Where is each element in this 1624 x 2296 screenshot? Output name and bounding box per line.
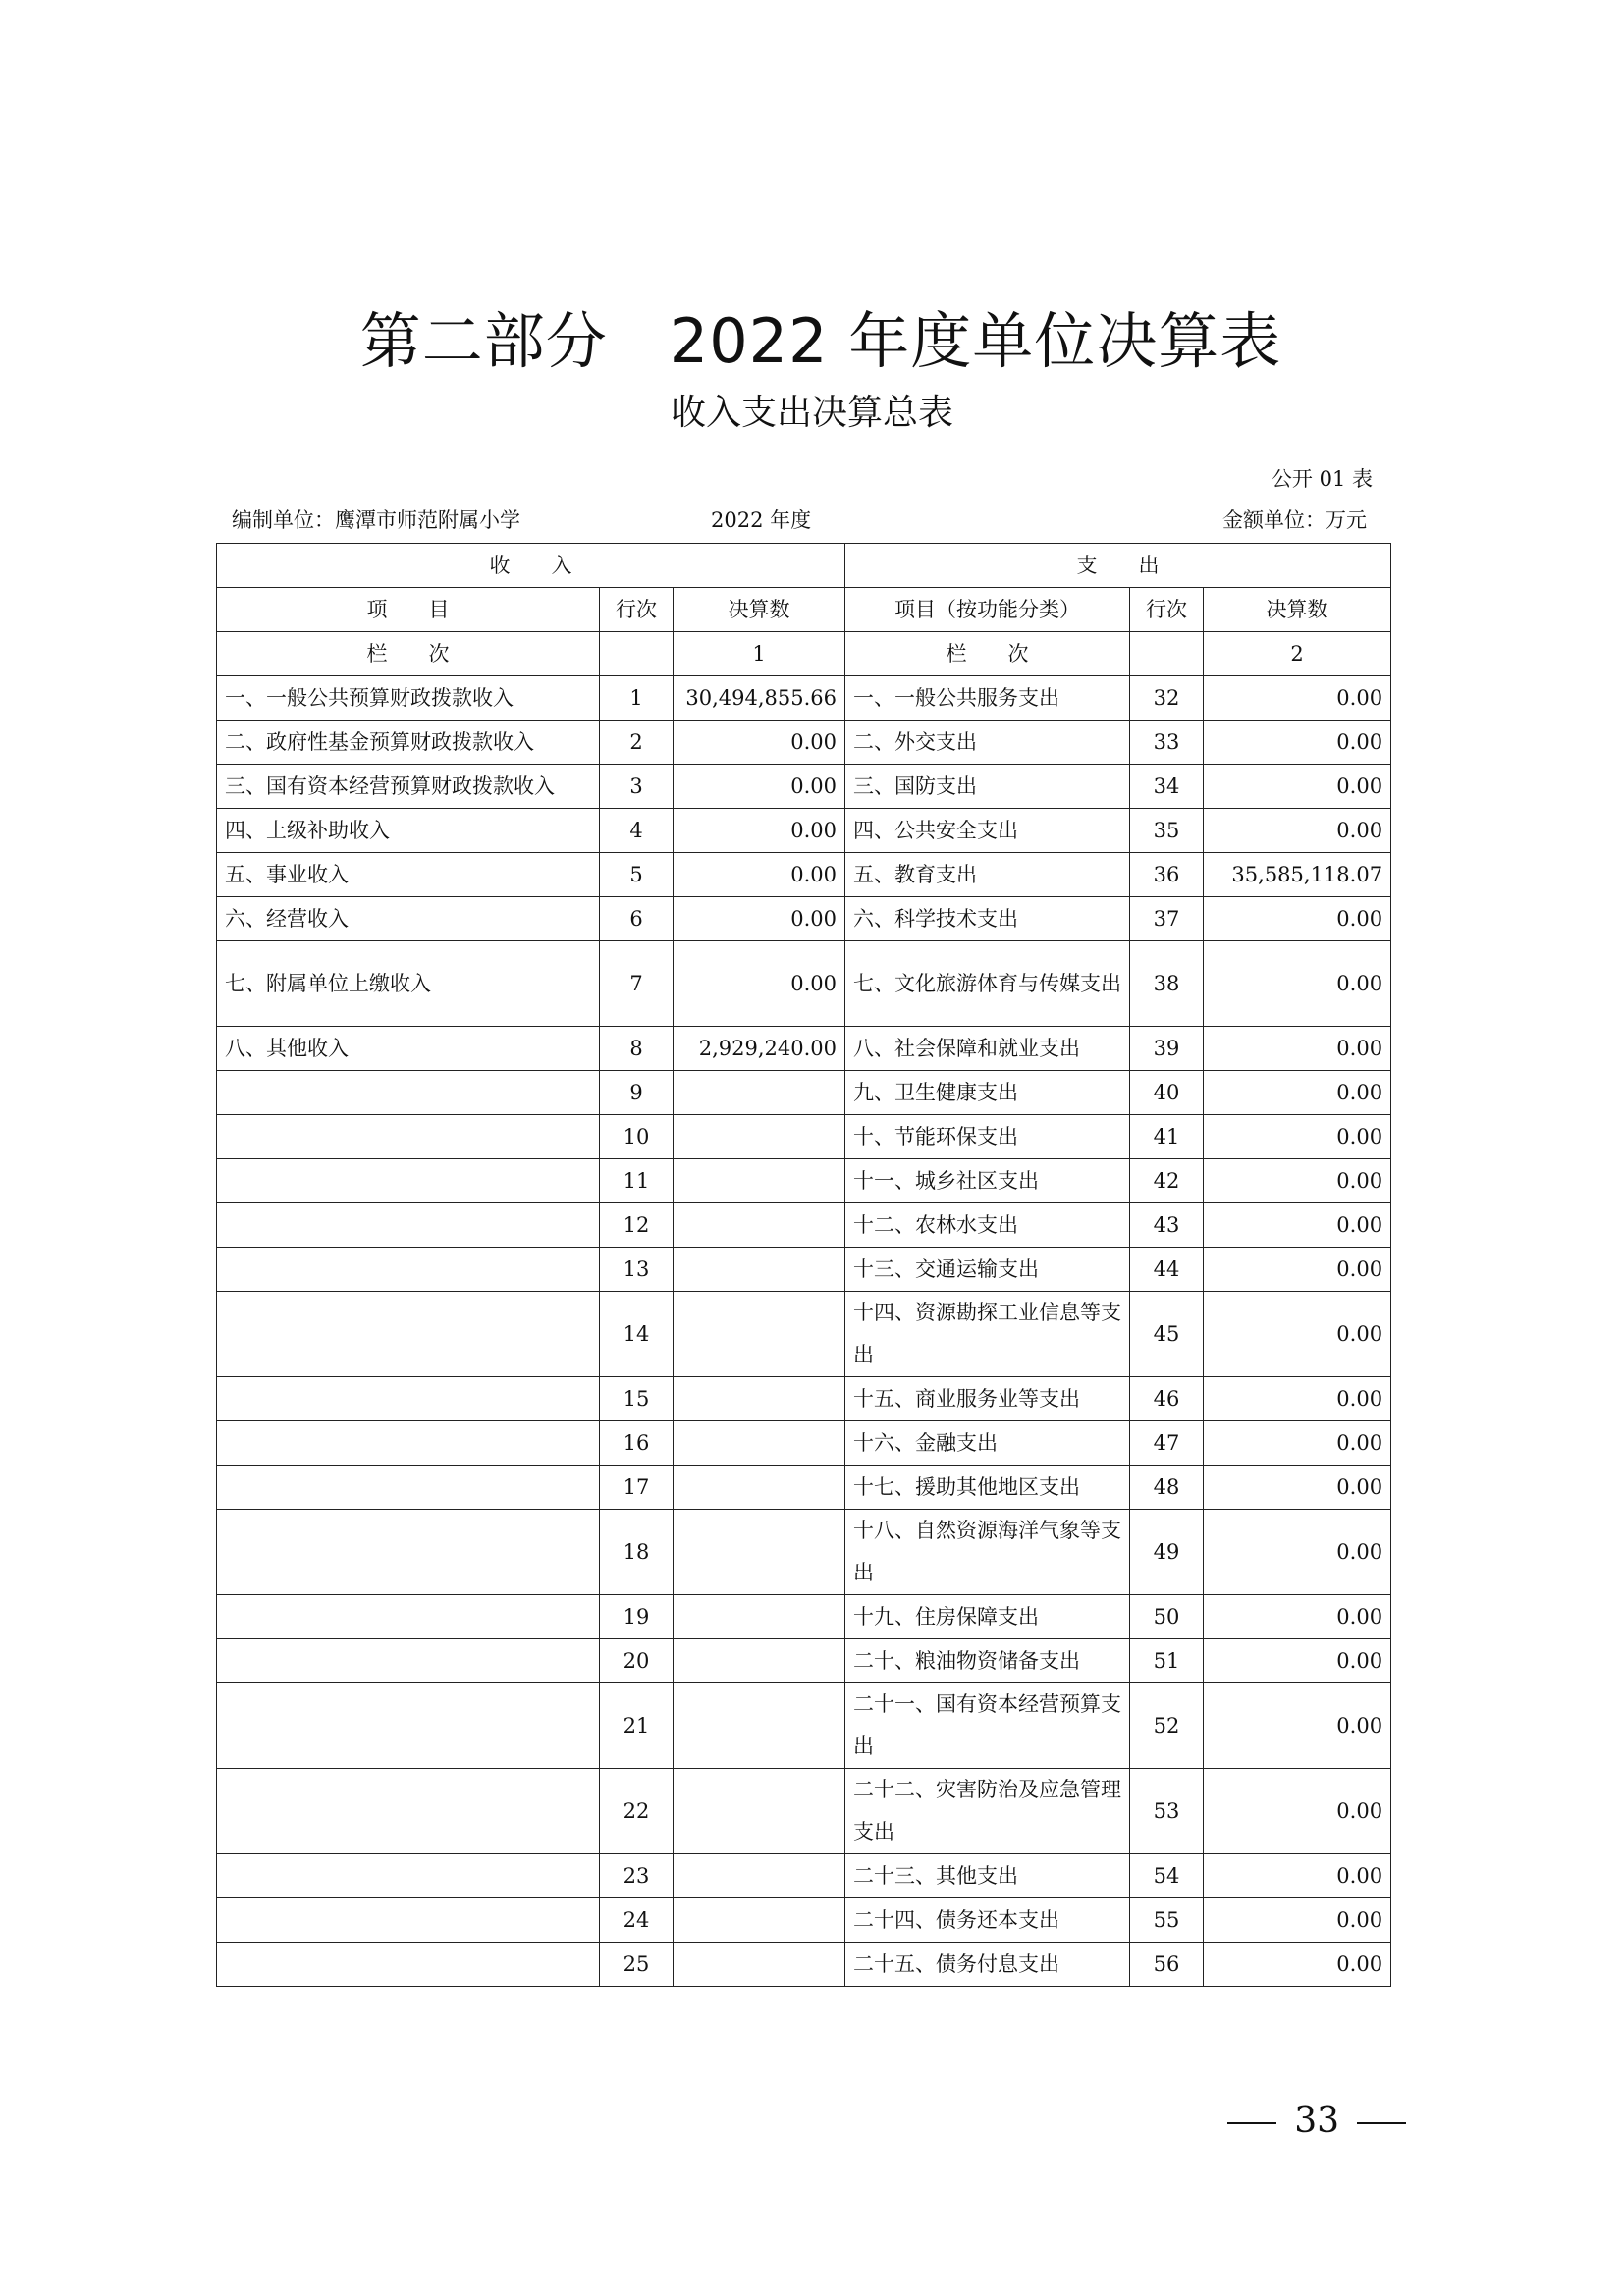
expense-item-cell: 十三、交通运输支出 <box>845 1248 1130 1292</box>
expense-line-cell: 51 <box>1130 1639 1204 1683</box>
expense-amount-cell: 0.00 <box>1204 809 1391 853</box>
expense-item-cell: 二十一、国有资本经营预算支出 <box>845 1683 1130 1769</box>
header-row-columns <box>217 588 1391 632</box>
income-item-cell <box>217 1248 600 1292</box>
income-item-cell <box>217 1639 600 1683</box>
income-item-cell: 四、上级补助收入 <box>217 809 600 853</box>
expense-amount-cell: 0.00 <box>1204 1071 1391 1115</box>
income-line-cell: 19 <box>600 1595 674 1639</box>
income-line-cell: 9 <box>600 1071 674 1115</box>
table-row <box>217 897 1391 941</box>
expense-amount-cell: 0.00 <box>1204 1639 1391 1683</box>
income-item-cell <box>217 1159 600 1203</box>
income-amount-cell: 0.00 <box>674 809 845 853</box>
header-row-column-index <box>217 632 1391 676</box>
expense-item-header: 项目（按功能分类） <box>845 588 1130 632</box>
expense-amount-cell: 0.00 <box>1204 1898 1391 1943</box>
income-line-cell: 18 <box>600 1510 674 1595</box>
expense-line-cell: 40 <box>1130 1071 1204 1115</box>
income-item-cell <box>217 1683 600 1769</box>
meta-line <box>224 505 1375 534</box>
expense-item-cell: 六、科学技术支出 <box>845 897 1130 941</box>
table-row <box>217 1898 1391 1943</box>
expense-line-cell: 32 <box>1130 676 1204 721</box>
page-number <box>1210 2101 1424 2141</box>
income-line-cell: 6 <box>600 897 674 941</box>
unit-label: 金额单位：万元 <box>1222 508 1367 532</box>
income-item-header: 项 目 <box>217 588 600 632</box>
income-amount-cell <box>674 1115 845 1159</box>
table-row <box>217 1466 1391 1510</box>
income-amount-cell: 0.00 <box>674 765 845 809</box>
income-amount-cell <box>674 1248 845 1292</box>
expense-item-cell: 十一、城乡社区支出 <box>845 1159 1130 1203</box>
org-label: 编制单位：鹰潭市师范附属小学 <box>232 508 520 532</box>
expense-item-cell: 十二、农林水支出 <box>845 1203 1130 1248</box>
expense-item-cell: 十五、商业服务业等支出 <box>845 1377 1130 1421</box>
expense-line-cell: 43 <box>1130 1203 1204 1248</box>
income-line-cell: 3 <box>600 765 674 809</box>
expense-amount-cell: 0.00 <box>1204 1203 1391 1248</box>
income-amount-cell <box>674 1071 845 1115</box>
table-title: 收入支出决算总表 <box>670 393 953 433</box>
expense-line-cell: 36 <box>1130 853 1204 897</box>
table-row <box>217 1639 1391 1683</box>
table-row <box>217 1943 1391 1987</box>
expense-line-cell: 45 <box>1130 1292 1204 1377</box>
table-row <box>217 1421 1391 1466</box>
expense-line-cell: 34 <box>1130 765 1204 809</box>
table-row <box>217 1115 1391 1159</box>
form-number: 公开 01 表 <box>1271 467 1373 491</box>
income-item-cell: 一、一般公共预算财政拨款收入 <box>217 676 600 721</box>
table-row <box>217 1854 1391 1898</box>
income-item-cell <box>217 1943 600 1987</box>
expense-item-cell: 二十四、债务还本支出 <box>845 1898 1130 1943</box>
expense-amount-cell: 0.00 <box>1204 765 1391 809</box>
income-amount-cell: 2,929,240.00 <box>674 1027 845 1071</box>
income-amount-cell: 0.00 <box>674 897 845 941</box>
expense-amount-cell: 0.00 <box>1204 1769 1391 1854</box>
expense-item-cell: 九、卫生健康支出 <box>845 1071 1130 1115</box>
table-row <box>217 1027 1391 1071</box>
income-line-cell: 1 <box>600 676 674 721</box>
income-col-number: 1 <box>674 632 845 676</box>
income-line-cell: 7 <box>600 941 674 1027</box>
income-item-cell: 二、政府性基金预算财政拨款收入 <box>217 721 600 765</box>
table-row <box>217 853 1391 897</box>
income-line-cell: 14 <box>600 1292 674 1377</box>
expense-item-cell: 七、文化旅游体育与传媒支出 <box>845 941 1130 1027</box>
expense-amount-cell: 0.00 <box>1204 1595 1391 1639</box>
income-amount-cell <box>674 1943 845 1987</box>
expense-item-cell: 十九、住房保障支出 <box>845 1595 1130 1639</box>
income-line-cell: 25 <box>600 1943 674 1987</box>
income-amount-cell <box>674 1203 845 1248</box>
income-item-cell <box>217 1898 600 1943</box>
income-line-cell: 8 <box>600 1027 674 1071</box>
table-row <box>217 721 1391 765</box>
table-row <box>217 1377 1391 1421</box>
expense-col-label: 栏 次 <box>845 632 1130 676</box>
table-row <box>217 809 1391 853</box>
expense-amount-cell: 0.00 <box>1204 1159 1391 1203</box>
income-amount-cell <box>674 1639 845 1683</box>
expense-line-header: 行次 <box>1130 588 1204 632</box>
expense-line-cell: 37 <box>1130 897 1204 941</box>
income-amount-cell: 0.00 <box>674 941 845 1027</box>
income-amount-cell <box>674 1769 845 1854</box>
income-item-cell: 五、事业收入 <box>217 853 600 897</box>
table-body <box>217 676 1391 1987</box>
income-line-cell: 15 <box>600 1377 674 1421</box>
expense-line-cell: 53 <box>1130 1769 1204 1854</box>
table-row <box>217 1248 1391 1292</box>
income-col-label: 栏 次 <box>217 632 600 676</box>
income-item-cell: 三、国有资本经营预算财政拨款收入 <box>217 765 600 809</box>
expense-item-cell: 二十二、灾害防治及应急管理支出 <box>845 1769 1130 1854</box>
expense-item-cell: 十六、金融支出 <box>845 1421 1130 1466</box>
table-row <box>217 765 1391 809</box>
expense-item-cell: 一、一般公共服务支出 <box>845 676 1130 721</box>
expense-amount-cell: 0.00 <box>1204 1466 1391 1510</box>
expense-item-cell: 二十五、债务付息支出 <box>845 1943 1130 1987</box>
income-col-empty <box>600 632 674 676</box>
expense-amount-cell: 0.00 <box>1204 1115 1391 1159</box>
expense-amount-header: 决算数 <box>1204 588 1391 632</box>
expense-item-cell: 十、节能环保支出 <box>845 1115 1130 1159</box>
expense-item-cell: 三、国防支出 <box>845 765 1130 809</box>
expense-item-cell: 十七、援助其他地区支出 <box>845 1466 1130 1510</box>
expense-amount-cell: 0.00 <box>1204 1421 1391 1466</box>
expense-line-cell: 46 <box>1130 1377 1204 1421</box>
income-item-cell <box>217 1510 600 1595</box>
income-line-cell: 17 <box>600 1466 674 1510</box>
income-line-cell: 13 <box>600 1248 674 1292</box>
expense-amount-cell: 0.00 <box>1204 1943 1391 1987</box>
table-row <box>217 1510 1391 1595</box>
income-line-cell: 5 <box>600 853 674 897</box>
year-label: 2022 年度 <box>711 508 812 532</box>
expense-line-cell: 50 <box>1130 1595 1204 1639</box>
table-row <box>217 1683 1391 1769</box>
table-row <box>217 1203 1391 1248</box>
expense-amount-cell: 0.00 <box>1204 1683 1391 1769</box>
income-item-cell <box>217 1595 600 1639</box>
expense-col-empty <box>1130 632 1204 676</box>
income-line-cell: 20 <box>600 1639 674 1683</box>
expense-item-cell: 五、教育支出 <box>845 853 1130 897</box>
expense-line-cell: 42 <box>1130 1159 1204 1203</box>
table-row <box>217 1595 1391 1639</box>
income-amount-cell <box>674 1510 845 1595</box>
page-number-text: 33 <box>1294 2101 1339 2141</box>
expense-item-cell: 十四、资源勘探工业信息等支出 <box>845 1292 1130 1377</box>
income-amount-cell <box>674 1466 845 1510</box>
expense-item-cell: 二十、粮油物资储备支出 <box>845 1639 1130 1683</box>
income-item-cell <box>217 1421 600 1466</box>
income-line-cell: 22 <box>600 1769 674 1854</box>
table-row <box>217 1159 1391 1203</box>
income-line-cell: 11 <box>600 1159 674 1203</box>
expense-line-cell: 48 <box>1130 1466 1204 1510</box>
income-item-cell <box>217 1115 600 1159</box>
income-amount-cell <box>674 1159 845 1203</box>
income-amount-cell <box>674 1595 845 1639</box>
income-line-cell: 23 <box>600 1854 674 1898</box>
income-line-cell: 4 <box>600 809 674 853</box>
expense-line-cell: 38 <box>1130 941 1204 1027</box>
expense-line-cell: 52 <box>1130 1683 1204 1769</box>
income-item-cell <box>217 1377 600 1421</box>
income-amount-cell: 0.00 <box>674 853 845 897</box>
income-amount-cell <box>674 1292 845 1377</box>
income-item-cell <box>217 1071 600 1115</box>
income-item-cell: 七、附属单位上缴收入 <box>217 941 600 1027</box>
income-amount-cell: 30,494,855.66 <box>674 676 845 721</box>
expense-amount-cell: 0.00 <box>1204 721 1391 765</box>
income-amount-cell: 0.00 <box>674 721 845 765</box>
income-item-cell <box>217 1292 600 1377</box>
dash-left <box>1227 2122 1276 2124</box>
expense-line-cell: 49 <box>1130 1510 1204 1595</box>
expense-amount-cell: 0.00 <box>1204 1027 1391 1071</box>
income-item-cell <box>217 1769 600 1854</box>
expense-line-cell: 55 <box>1130 1898 1204 1943</box>
income-line-cell: 2 <box>600 721 674 765</box>
income-header: 收 入 <box>217 544 845 588</box>
expense-amount-cell: 0.00 <box>1204 941 1391 1027</box>
expense-amount-cell: 0.00 <box>1204 1377 1391 1421</box>
income-item-cell: 八、其他收入 <box>217 1027 600 1071</box>
dash-right <box>1357 2122 1406 2124</box>
expense-line-cell: 47 <box>1130 1421 1204 1466</box>
income-item-cell <box>217 1466 600 1510</box>
expense-amount-cell: 0.00 <box>1204 1248 1391 1292</box>
expense-amount-cell: 0.00 <box>1204 897 1391 941</box>
income-amount-header: 决算数 <box>674 588 845 632</box>
expense-line-cell: 56 <box>1130 1943 1204 1987</box>
income-amount-cell <box>674 1683 845 1769</box>
expense-line-cell: 41 <box>1130 1115 1204 1159</box>
income-item-cell <box>217 1203 600 1248</box>
income-line-cell: 10 <box>600 1115 674 1159</box>
income-line-cell: 16 <box>600 1421 674 1466</box>
expense-item-cell: 二十三、其他支出 <box>845 1854 1130 1898</box>
table-row <box>217 1071 1391 1115</box>
income-item-cell <box>217 1854 600 1898</box>
table-row <box>217 1292 1391 1377</box>
expense-col-number: 2 <box>1204 632 1391 676</box>
expense-line-cell: 44 <box>1130 1248 1204 1292</box>
table-row <box>217 1769 1391 1854</box>
income-line-cell: 21 <box>600 1683 674 1769</box>
expense-amount-cell: 0.00 <box>1204 676 1391 721</box>
income-amount-cell <box>674 1854 845 1898</box>
income-line-header: 行次 <box>600 588 674 632</box>
header-row-section <box>217 544 1391 588</box>
expense-item-cell: 二、外交支出 <box>845 721 1130 765</box>
expense-item-cell: 四、公共安全支出 <box>845 809 1130 853</box>
income-expense-table <box>216 543 1391 1987</box>
expense-line-cell: 35 <box>1130 809 1204 853</box>
expense-line-cell: 39 <box>1130 1027 1204 1071</box>
income-amount-cell <box>674 1898 845 1943</box>
expense-line-cell: 33 <box>1130 721 1204 765</box>
expense-amount-cell: 0.00 <box>1204 1292 1391 1377</box>
expense-header: 支 出 <box>845 544 1391 588</box>
income-line-cell: 12 <box>600 1203 674 1248</box>
expense-amount-cell: 35,585,118.07 <box>1204 853 1391 897</box>
expense-item-cell: 十八、自然资源海洋气象等支出 <box>845 1510 1130 1595</box>
expense-item-cell: 八、社会保障和就业支出 <box>845 1027 1130 1071</box>
income-amount-cell <box>674 1377 845 1421</box>
expense-line-cell: 54 <box>1130 1854 1204 1898</box>
income-line-cell: 24 <box>600 1898 674 1943</box>
table-row <box>217 676 1391 721</box>
table-row <box>217 941 1391 1027</box>
expense-amount-cell: 0.00 <box>1204 1510 1391 1595</box>
part-title: 第二部分 2022 年度单位决算表 <box>359 305 1282 377</box>
income-item-cell: 六、经营收入 <box>217 897 600 941</box>
income-amount-cell <box>674 1421 845 1466</box>
expense-amount-cell: 0.00 <box>1204 1854 1391 1898</box>
